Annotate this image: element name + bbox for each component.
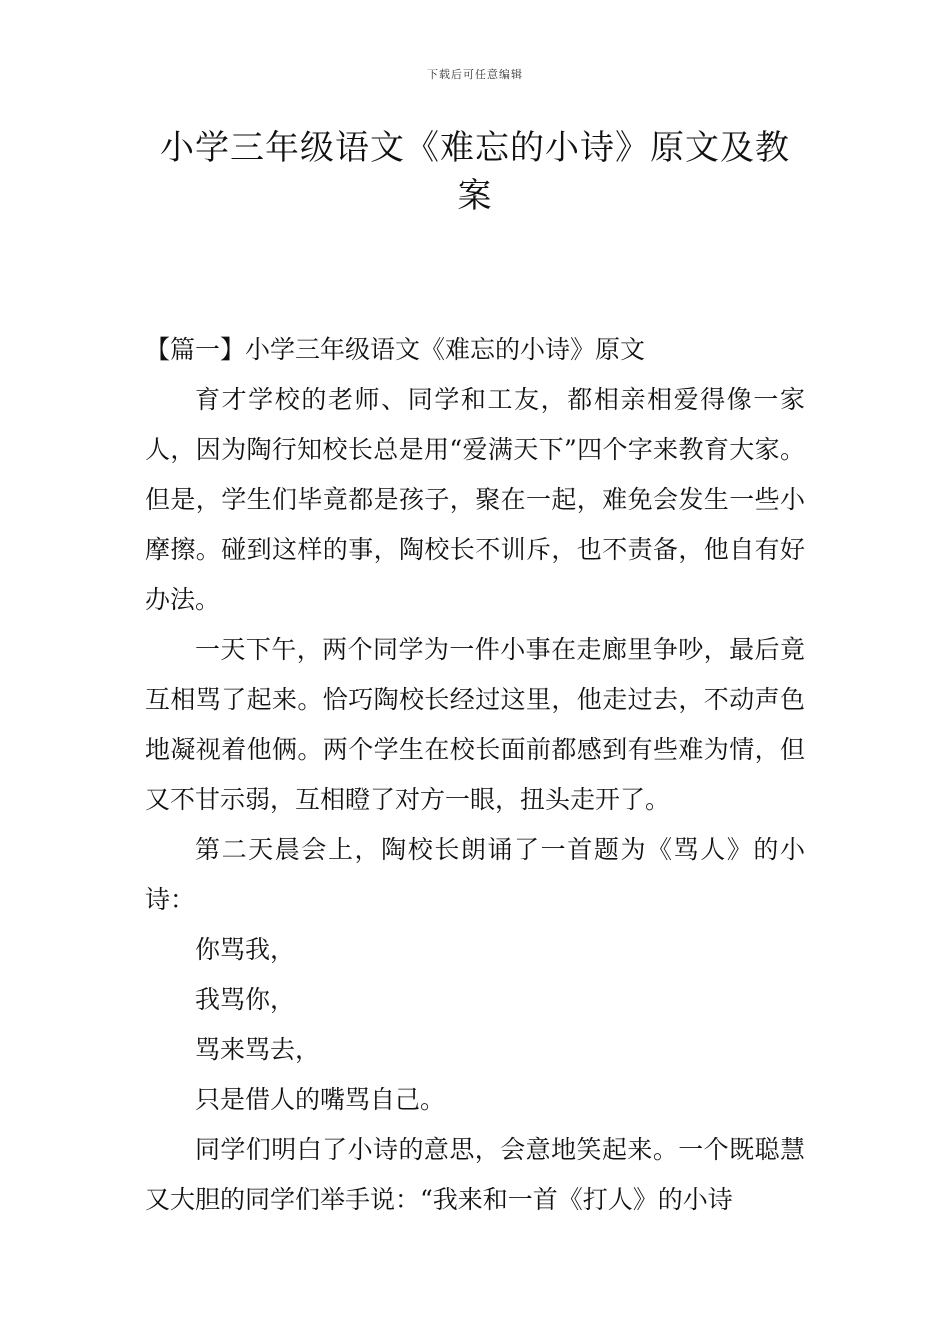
body-paragraph: 育才学校的老师、同学和工友，都相亲相爱得像一家人，因为陶行知校长总是用“爱满天下”四个字来教育大家。但是，学生们毕竟都是孩子，聚在一起，难免会发生一些小摩擦。碰到这样的事，陶校长不训斥，也不责备，他自有好办法。 — [145, 385, 805, 614]
poem-line: 只是借人的嘴骂自己。 — [195, 1085, 446, 1114]
section-heading: 【篇一】小学三年级语文《难忘的小诗》原文 — [145, 335, 646, 364]
poem-line: 骂来骂去， — [195, 1035, 321, 1064]
page-header-note: 下载后可任意编辑 — [427, 68, 523, 81]
document-body — [145, 325, 805, 1225]
poem-line: 我骂你， — [195, 985, 296, 1014]
document-title: 小学三年级语文《难忘的小诗》原文及教案 — [160, 128, 790, 216]
body-paragraph: 第二天晨会上，陶校长朗诵了一首题为《骂人》的小诗： — [145, 835, 805, 914]
poem-line: 你骂我， — [195, 935, 296, 964]
body-paragraph: 一天下午，两个同学为一件小事在走廊里争吵，最后竟互相骂了起来。恰巧陶校长经过这里，他走过去，不动声色地凝视着他俩。两个学生在校长面前都感到有些难为情，但又不甘示弱，互相瞪了对方一眼，扭头走开了。 — [145, 635, 805, 814]
body-paragraph: 同学们明白了小诗的意思，会意地笑起来。一个既聪慧又大胆的同学们举手说：“我来和一首《打人》的小诗 — [145, 1135, 805, 1214]
